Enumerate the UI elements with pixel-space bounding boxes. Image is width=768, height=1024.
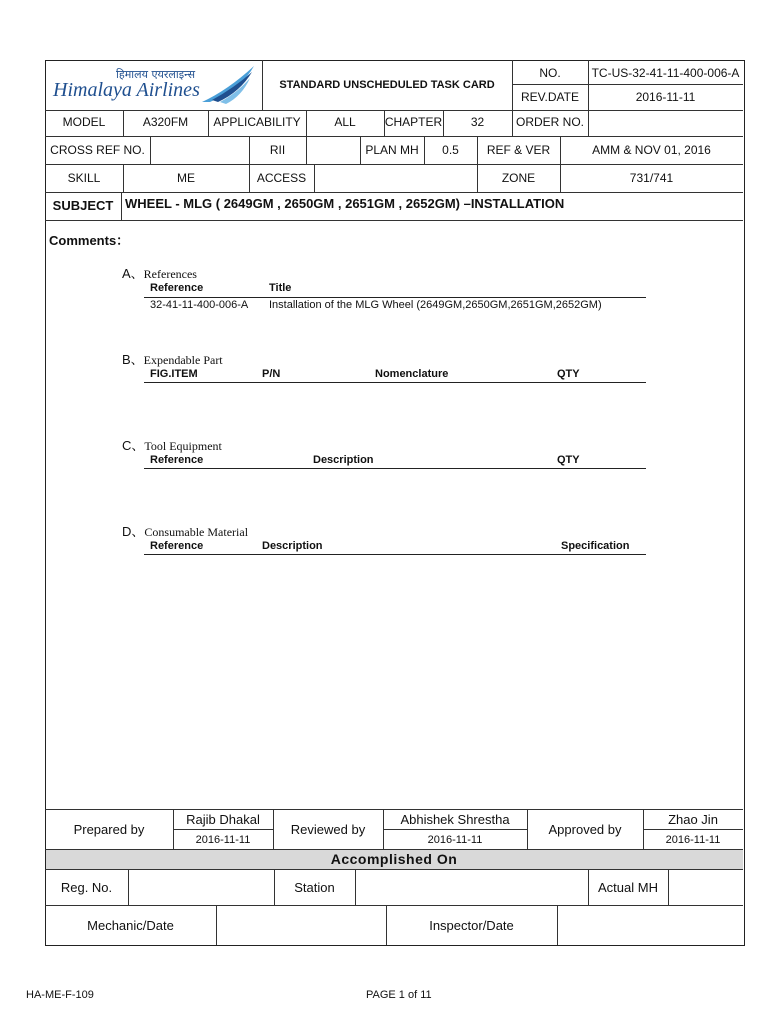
- access-label: ACCESS: [256, 171, 307, 185]
- section-c-letter: C、: [122, 438, 145, 453]
- airline-name: Himalaya Airlines: [53, 79, 200, 101]
- model-label: MODEL: [62, 115, 106, 129]
- revdate-label: REV.DATE: [520, 90, 580, 104]
- skill-value: ME: [177, 171, 195, 185]
- revdate-value: 2016-11-11: [635, 90, 696, 104]
- airline-devanagari-name: हिमालय एयरलाइन्स: [116, 68, 196, 81]
- reviewed-by-name: Abhishek Shrestha: [400, 812, 510, 827]
- form-number: HA-ME-F-109: [26, 989, 94, 1001]
- prepared-by-label: Prepared by: [73, 822, 145, 837]
- page-number: PAGE 1 of 11: [366, 989, 432, 1001]
- actual-mh-label: Actual MH: [598, 880, 658, 895]
- section-d-heading: [122, 521, 248, 540]
- chapter-value: 32: [470, 115, 485, 129]
- section-a-col-reference: Reference: [150, 282, 204, 294]
- comments-label: Comments：: [49, 233, 130, 248]
- task-card-title: STANDARD UNSCHEDULED TASK CARD: [279, 79, 495, 91]
- section-d-title: Consumable Material: [144, 525, 249, 539]
- applicability-label: APPLICABILITY: [213, 115, 301, 129]
- section-a-row-title: Installation of the MLG Wheel (2649GM,2650GM,2651GM,2652GM): [269, 299, 602, 311]
- reg-no-label: Reg. No.: [60, 880, 113, 895]
- section-c-col-reference: Reference: [150, 454, 204, 466]
- plan-mh-value: 0.5: [442, 143, 459, 157]
- mechanic-date-label: Mechanic/Date: [87, 918, 174, 933]
- section-a-col-title: Title: [269, 282, 292, 294]
- section-d-letter: D、: [122, 524, 145, 539]
- applicability-value: ALL: [334, 115, 356, 129]
- approved-by-date: 2016-11-11: [665, 834, 721, 846]
- prepared-by-name: Rajib Dhakal: [186, 812, 260, 827]
- section-b-heading: [122, 349, 223, 368]
- no-value: TC-US-32-41-11-400-006-A: [591, 66, 740, 80]
- model-value: A320FM: [142, 115, 189, 129]
- order-no-label: ORDER NO.: [515, 115, 584, 129]
- zone-value: 731/741: [629, 171, 674, 185]
- reviewed-by-date: 2016-11-11: [427, 834, 483, 846]
- section-b-title: Expendable Part: [143, 353, 223, 367]
- subject-value: WHEEL - MLG ( 2649GM , 2650GM , 2651GM , 2652GM) –INSTALLATION: [125, 196, 565, 211]
- ref-ver-label: REF & VER: [486, 143, 551, 157]
- rii-label: RII: [269, 143, 286, 157]
- approved-by-label: Approved by: [548, 822, 622, 837]
- ref-ver-value: AMM & NOV 01, 2016: [592, 143, 711, 157]
- section-b-col-nomenclature: Nomenclature: [375, 368, 449, 380]
- station-label: Station: [294, 880, 335, 895]
- section-c-col-description: Description: [313, 454, 374, 466]
- section-b-col-pn: P/N: [262, 368, 281, 380]
- accomplished-on-title: Accomplished On: [330, 851, 458, 867]
- zone-label: ZONE: [501, 171, 536, 185]
- section-d-col-description: Description: [262, 540, 323, 552]
- section-a-letter: A、: [122, 266, 144, 281]
- section-b-letter: B、: [122, 352, 144, 367]
- airline-logo: [48, 64, 260, 110]
- subject-label: SUBJECT: [52, 198, 114, 213]
- reviewed-by-label: Reviewed by: [290, 822, 366, 837]
- mountain-wing-icon: [198, 64, 258, 106]
- section-a-row-reference: 32-41-11-400-006-A: [150, 299, 249, 311]
- plan-mh-label: PLAN MH: [365, 143, 419, 157]
- section-a-title: References: [143, 267, 197, 281]
- section-d-col-reference: Reference: [150, 540, 204, 552]
- section-c-heading: [122, 435, 222, 454]
- skill-label: SKILL: [67, 171, 101, 185]
- section-c-col-qty: QTY: [557, 454, 580, 466]
- section-a-heading: [122, 263, 197, 282]
- inspector-date-label: Inspector/Date: [429, 918, 514, 933]
- chapter-label: CHAPTER: [384, 115, 443, 129]
- section-b-col-fig-item: FIG.ITEM: [150, 368, 198, 380]
- section-c-title: Tool Equipment: [144, 439, 222, 453]
- section-b-col-qty: QTY: [557, 368, 580, 380]
- approved-by-name: Zhao Jin: [668, 812, 718, 827]
- prepared-by-date: 2016-11-11: [195, 834, 251, 846]
- cross-ref-label: CROSS REF NO.: [50, 143, 145, 157]
- no-label: NO.: [539, 66, 561, 80]
- section-d-col-specification: Specification: [561, 540, 630, 552]
